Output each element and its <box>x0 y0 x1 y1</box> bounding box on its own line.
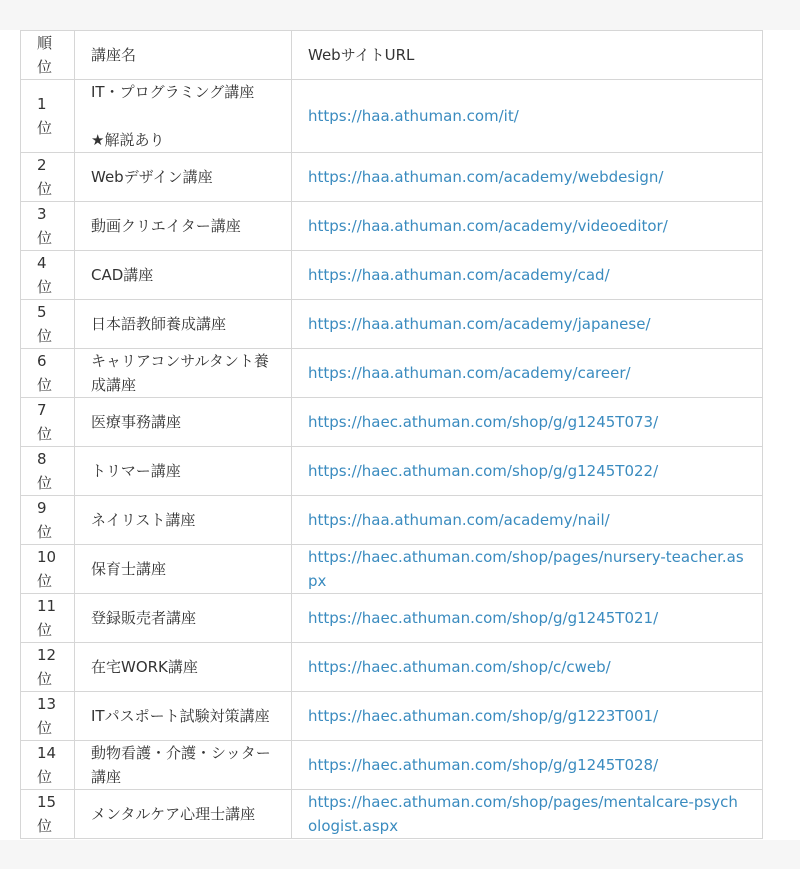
table-row <box>21 349 763 398</box>
rank-cell: 7位 <box>21 398 75 447</box>
header-url: WebサイトURL <box>292 31 763 80</box>
course-url-link[interactable]: https://haa.athuman.com/academy/cad/ <box>308 266 610 284</box>
course-url-link[interactable]: https://haec.athuman.com/shop/pages/mentalcare-psychologist.aspx <box>308 793 738 835</box>
rank-cell: 10位 <box>21 545 75 594</box>
rank-cell: 2位 <box>21 153 75 202</box>
rank-cell: 12位 <box>21 643 75 692</box>
table-row <box>21 545 763 594</box>
table-row <box>21 496 763 545</box>
url-cell <box>292 80 763 153</box>
course-name: メンタルケア心理士講座 <box>91 805 256 823</box>
rank-cell: 6位 <box>21 349 75 398</box>
url-cell <box>292 251 763 300</box>
course-name-cell <box>75 741 292 790</box>
course-url-link[interactable]: https://haa.athuman.com/academy/nail/ <box>308 511 610 529</box>
table-row <box>21 153 763 202</box>
page-content <box>0 30 800 840</box>
ranking-table <box>20 30 763 839</box>
course-name-cell <box>75 496 292 545</box>
url-cell <box>292 741 763 790</box>
rank-cell: 3位 <box>21 202 75 251</box>
course-name-cell <box>75 80 292 153</box>
header-rank: 順位 <box>21 31 75 80</box>
course-name: 日本語教師養成講座 <box>91 315 227 333</box>
rank-cell: 9位 <box>21 496 75 545</box>
course-url-link[interactable]: https://haec.athuman.com/shop/g/g1245T022/ <box>308 462 659 480</box>
rank-cell: 11位 <box>21 594 75 643</box>
course-name-cell <box>75 545 292 594</box>
course-name: 動物看護・介護・シッター講座 <box>91 744 271 786</box>
url-cell <box>292 790 763 839</box>
url-cell <box>292 692 763 741</box>
course-url-link[interactable]: https://haa.athuman.com/academy/career/ <box>308 364 631 382</box>
note-spacer <box>91 104 275 128</box>
rank-cell: 8位 <box>21 447 75 496</box>
course-name-cell <box>75 300 292 349</box>
table-row <box>21 643 763 692</box>
course-name: 動画クリエイター講座 <box>91 217 241 235</box>
rank-cell: 4位 <box>21 251 75 300</box>
course-name: 在宅WORK講座 <box>91 658 198 676</box>
course-name: 登録販売者講座 <box>91 609 197 627</box>
table-row <box>21 594 763 643</box>
course-url-link[interactable]: https://haec.athuman.com/shop/pages/nursery-teacher.aspx <box>308 548 744 590</box>
course-name: ネイリスト講座 <box>91 511 196 529</box>
table-row <box>21 447 763 496</box>
table-row <box>21 692 763 741</box>
url-cell <box>292 398 763 447</box>
course-name: キャリアコンサルタント養成講座 <box>91 352 269 394</box>
course-name-cell <box>75 790 292 839</box>
course-name: 保育士講座 <box>91 560 167 578</box>
course-url-link[interactable]: https://haec.athuman.com/shop/g/g1245T073/ <box>308 413 659 431</box>
table-row <box>21 300 763 349</box>
rank-cell: 15位 <box>21 790 75 839</box>
course-name-cell <box>75 594 292 643</box>
course-url-link[interactable]: https://haa.athuman.com/academy/webdesign/ <box>308 168 664 186</box>
course-name: 医療事務講座 <box>91 413 182 431</box>
table-row <box>21 251 763 300</box>
course-name: Webデザイン講座 <box>91 168 213 186</box>
url-cell <box>292 447 763 496</box>
url-cell <box>292 153 763 202</box>
course-url-link[interactable]: https://haec.athuman.com/shop/g/g1245T021/ <box>308 609 659 627</box>
url-cell <box>292 349 763 398</box>
rank-cell: 1位 <box>21 80 75 153</box>
course-url-link[interactable]: https://haec.athuman.com/shop/c/cweb/ <box>308 658 611 676</box>
course-name-cell <box>75 153 292 202</box>
table-row <box>21 398 763 447</box>
header-course: 講座名 <box>75 31 292 80</box>
course-url-link[interactable]: https://haec.athuman.com/shop/g/g1245T028/ <box>308 756 659 774</box>
url-cell <box>292 643 763 692</box>
table-header-row <box>21 31 763 80</box>
explanation-note: ★解説あり <box>91 131 165 149</box>
course-url-link[interactable]: https://haec.athuman.com/shop/g/g1223T001/ <box>308 707 659 725</box>
course-name-cell <box>75 251 292 300</box>
url-cell <box>292 300 763 349</box>
course-name: IT・プログラミング講座 <box>91 83 255 101</box>
course-name: トリマー講座 <box>91 462 181 480</box>
course-url-link[interactable]: https://haa.athuman.com/academy/japanese/ <box>308 315 651 333</box>
course-url-link[interactable]: https://haa.athuman.com/academy/videoeditor/ <box>308 217 668 235</box>
course-url-link[interactable]: https://haa.athuman.com/it/ <box>308 107 519 125</box>
course-name-cell <box>75 349 292 398</box>
table-row <box>21 80 763 153</box>
url-cell <box>292 594 763 643</box>
url-cell <box>292 202 763 251</box>
ranking-table-body <box>21 31 763 839</box>
rank-cell: 14位 <box>21 741 75 790</box>
course-name-cell <box>75 398 292 447</box>
course-name: CAD講座 <box>91 266 154 284</box>
rank-cell: 13位 <box>21 692 75 741</box>
rank-cell: 5位 <box>21 300 75 349</box>
url-cell <box>292 496 763 545</box>
course-name-cell <box>75 692 292 741</box>
table-row <box>21 202 763 251</box>
course-name-cell <box>75 643 292 692</box>
table-row <box>21 741 763 790</box>
course-name-cell <box>75 447 292 496</box>
table-row <box>21 790 763 839</box>
course-name: ITパスポート試験対策講座 <box>91 707 270 725</box>
url-cell <box>292 545 763 594</box>
course-name-cell <box>75 202 292 251</box>
